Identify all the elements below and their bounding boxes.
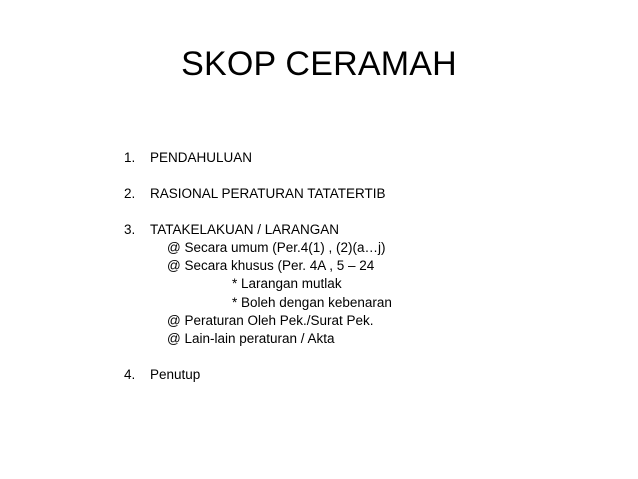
list-item-1 <box>124 149 252 167</box>
slide-title: SKOP CERAMAH <box>181 45 457 83</box>
sub-item-general: @ Secara umum (Per.4(1) , (2)(a…j) <box>167 240 386 255</box>
list-item-text: Penutup <box>150 367 201 382</box>
list-item-number: 1. <box>124 150 136 165</box>
sub-sub-item-absolute: * Larangan mutlak <box>232 276 342 291</box>
list-item-2 <box>124 185 386 203</box>
list-item-number: 3. <box>124 222 136 237</box>
sub-item-specific: @ Secara khusus (Per. 4A , 5 – 24 <box>167 258 375 273</box>
sub-item-regulations: @ Peraturan Oleh Pek./Surat Pek. <box>167 313 374 328</box>
sub-item-other: @ Lain-lain peraturan / Akta <box>167 331 335 346</box>
list-item-text: RASIONAL PERATURAN TATATERTIB <box>150 186 386 201</box>
list-item-text: PENDAHULUAN <box>150 150 253 165</box>
list-item-3 <box>124 221 339 239</box>
list-item-4 <box>124 366 200 384</box>
list-item-text: TATAKELAKUAN / LARANGAN <box>150 222 340 237</box>
list-item-number: 2. <box>124 186 136 201</box>
list-item-number: 4. <box>124 367 136 382</box>
sub-sub-item-permission: * Boleh dengan kebenaran <box>232 295 392 310</box>
